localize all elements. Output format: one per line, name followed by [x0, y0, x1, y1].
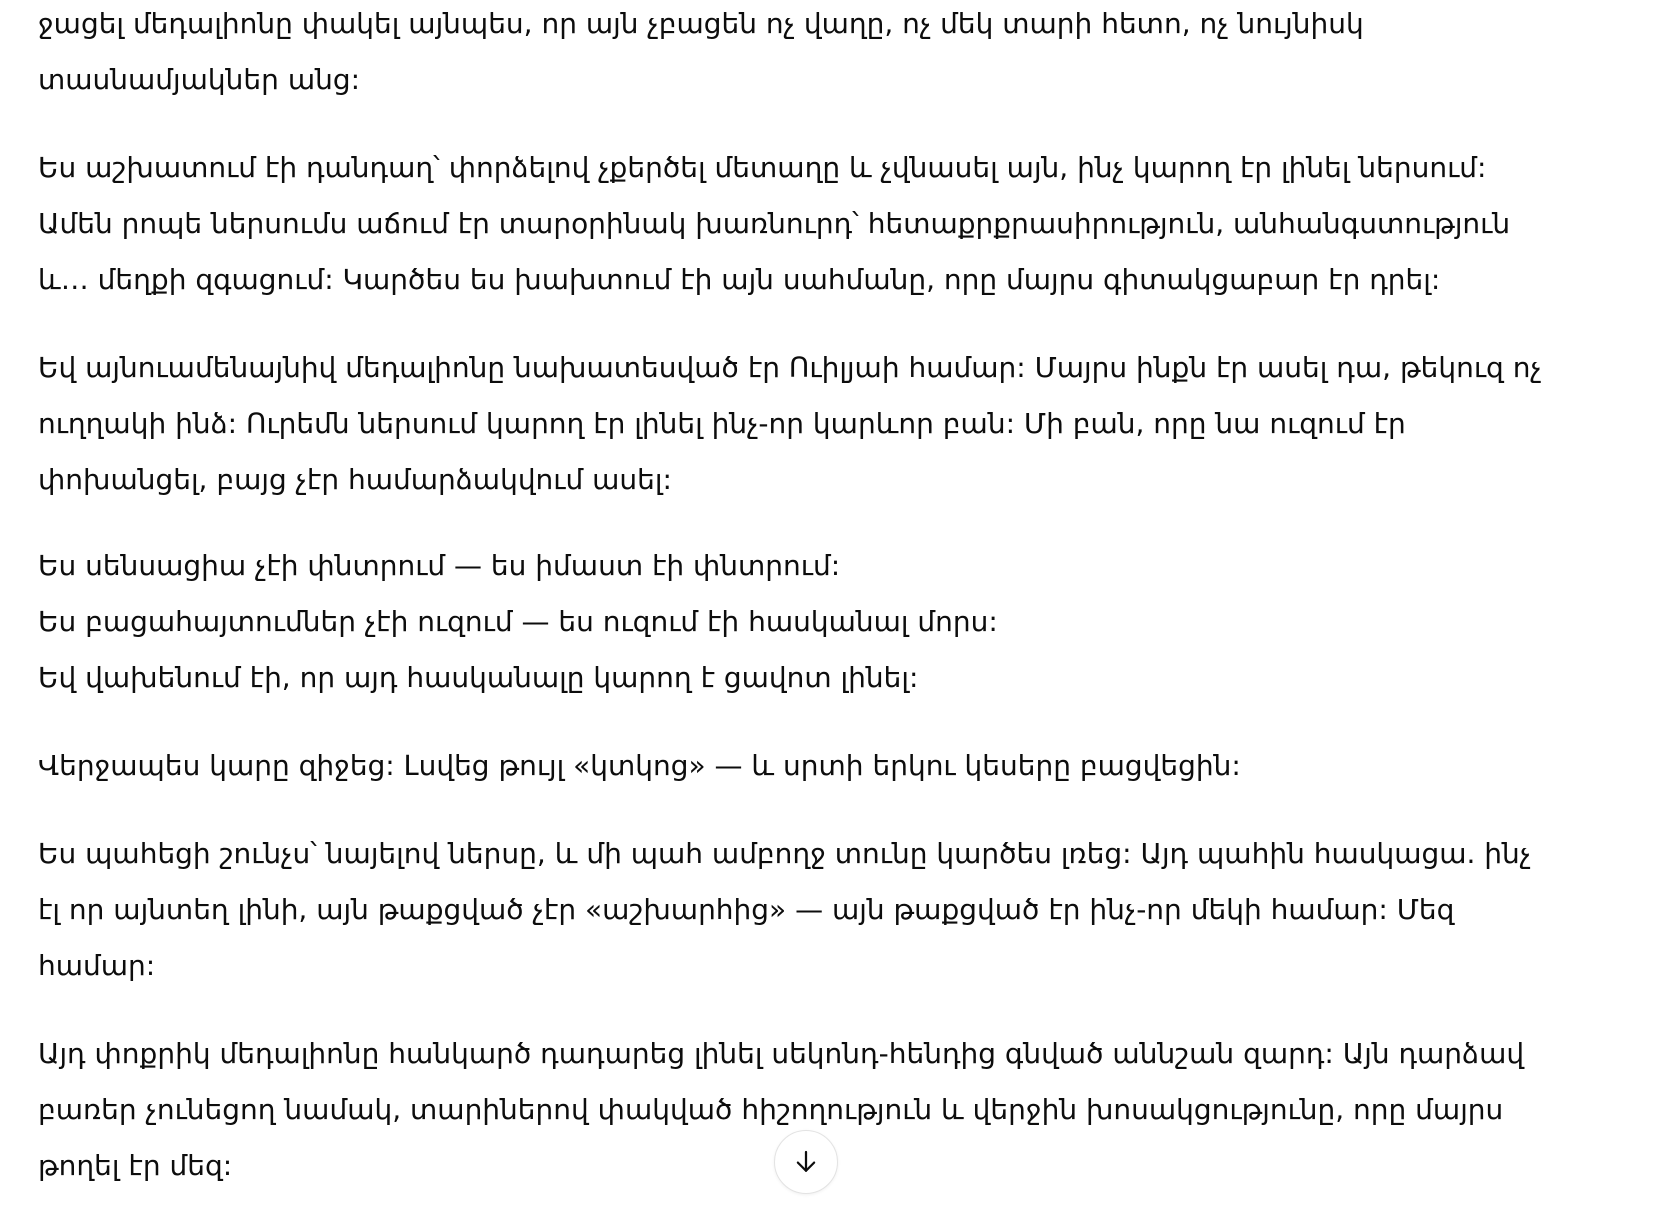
text-line: տասնամյակներ անց:: [38, 63, 360, 96]
text-line: համար:: [38, 949, 156, 982]
paragraph: [38, 738, 1241, 794]
text-line: փոխանցել, բայց չէր համարձակվում ասել:: [38, 463, 672, 496]
text-line: թողել էր մեզ:: [38, 1149, 233, 1182]
text-line: Ես պահեցի շունչս՝ նայելով ներսը, և մի պահ ամբողջ տունը կարծես լռեց: Այդ պահին հասկացա. ինչ: [38, 837, 1532, 870]
text-line: Ամեն րոպե ներսումս աճում էր տարօրինակ խառնուրդ՝ հետաքրքրասիրություն, անհանգստություն: [38, 207, 1511, 240]
text-line: Եվ վախենում էի, որ այդ հասկանալը կարող է ցավոտ լինել:: [38, 661, 919, 694]
text-line: ջացել մեդալիոնը փակել այնպես, որ այն չբացեն ոչ վաղը, ոչ մեկ տարի հետո, ոչ նույնիսկ: [38, 7, 1364, 40]
text-line: և… մեղքի զգացում: Կարծես ես խախտում էի այն սահմանը, որը մայրս գիտակցաբար էր դրել:: [38, 263, 1441, 296]
text-line: Վերջապես կարը զիջեց: Լսվեց թույլ «կտկոց» — և սրտի երկու կեսերը բացվեցին:: [38, 749, 1241, 782]
paragraph: [38, 0, 1364, 108]
scroll-to-bottom-button[interactable]: [774, 1130, 838, 1194]
text-line: էլ որ այնտեղ լինի, այն թաքցված չէր «աշխարհից» — այն թաքցված էր ինչ-որ մեկի համար: Մեզ: [38, 893, 1455, 926]
text-line: Ես սենսացիա չէի փնտրում — ես իմաստ էի փնտրում:: [38, 549, 841, 582]
text-line: ուղղակի ինձ: Ուրեմն ներսում կարող էր լինել ինչ-որ կարևոր բան: Մի բան, որը նա ուզում էր: [38, 407, 1406, 440]
paragraph: [38, 826, 1531, 994]
text-line: բառեր չունեցող նամակ, տարիներով փակված հիշողություն և վերջին խոսակցությունը, որը մայրս: [38, 1093, 1504, 1126]
text-line: Ես աշխատում էի դանդաղ՝ փորձելով չքերծել մետաղը և չվնասել այն, ինչ կարող էր լինել ներսում:: [38, 151, 1487, 184]
arrow-down-icon: [791, 1147, 821, 1177]
text-line: Այդ փոքրիկ մեդալիոնը հանկարծ դադարեց լինել սեկոնդ-հենդից գնված աննշան զարդ: Այն դարձավ: [38, 1037, 1525, 1070]
paragraph: [38, 340, 1542, 508]
paragraph: [38, 140, 1510, 308]
paragraph: [38, 538, 998, 706]
text-line: Ես բացահայտումներ չէի ուզում — ես ուզում էի հասկանալ մորս:: [38, 605, 998, 638]
text-line: Եվ այնուամենայնիվ մեդալիոնը նախատեսված էր Ուիլյաի համար: Մայրս ինքն էր ասել դա, թեկուզ ոչ: [38, 351, 1542, 384]
